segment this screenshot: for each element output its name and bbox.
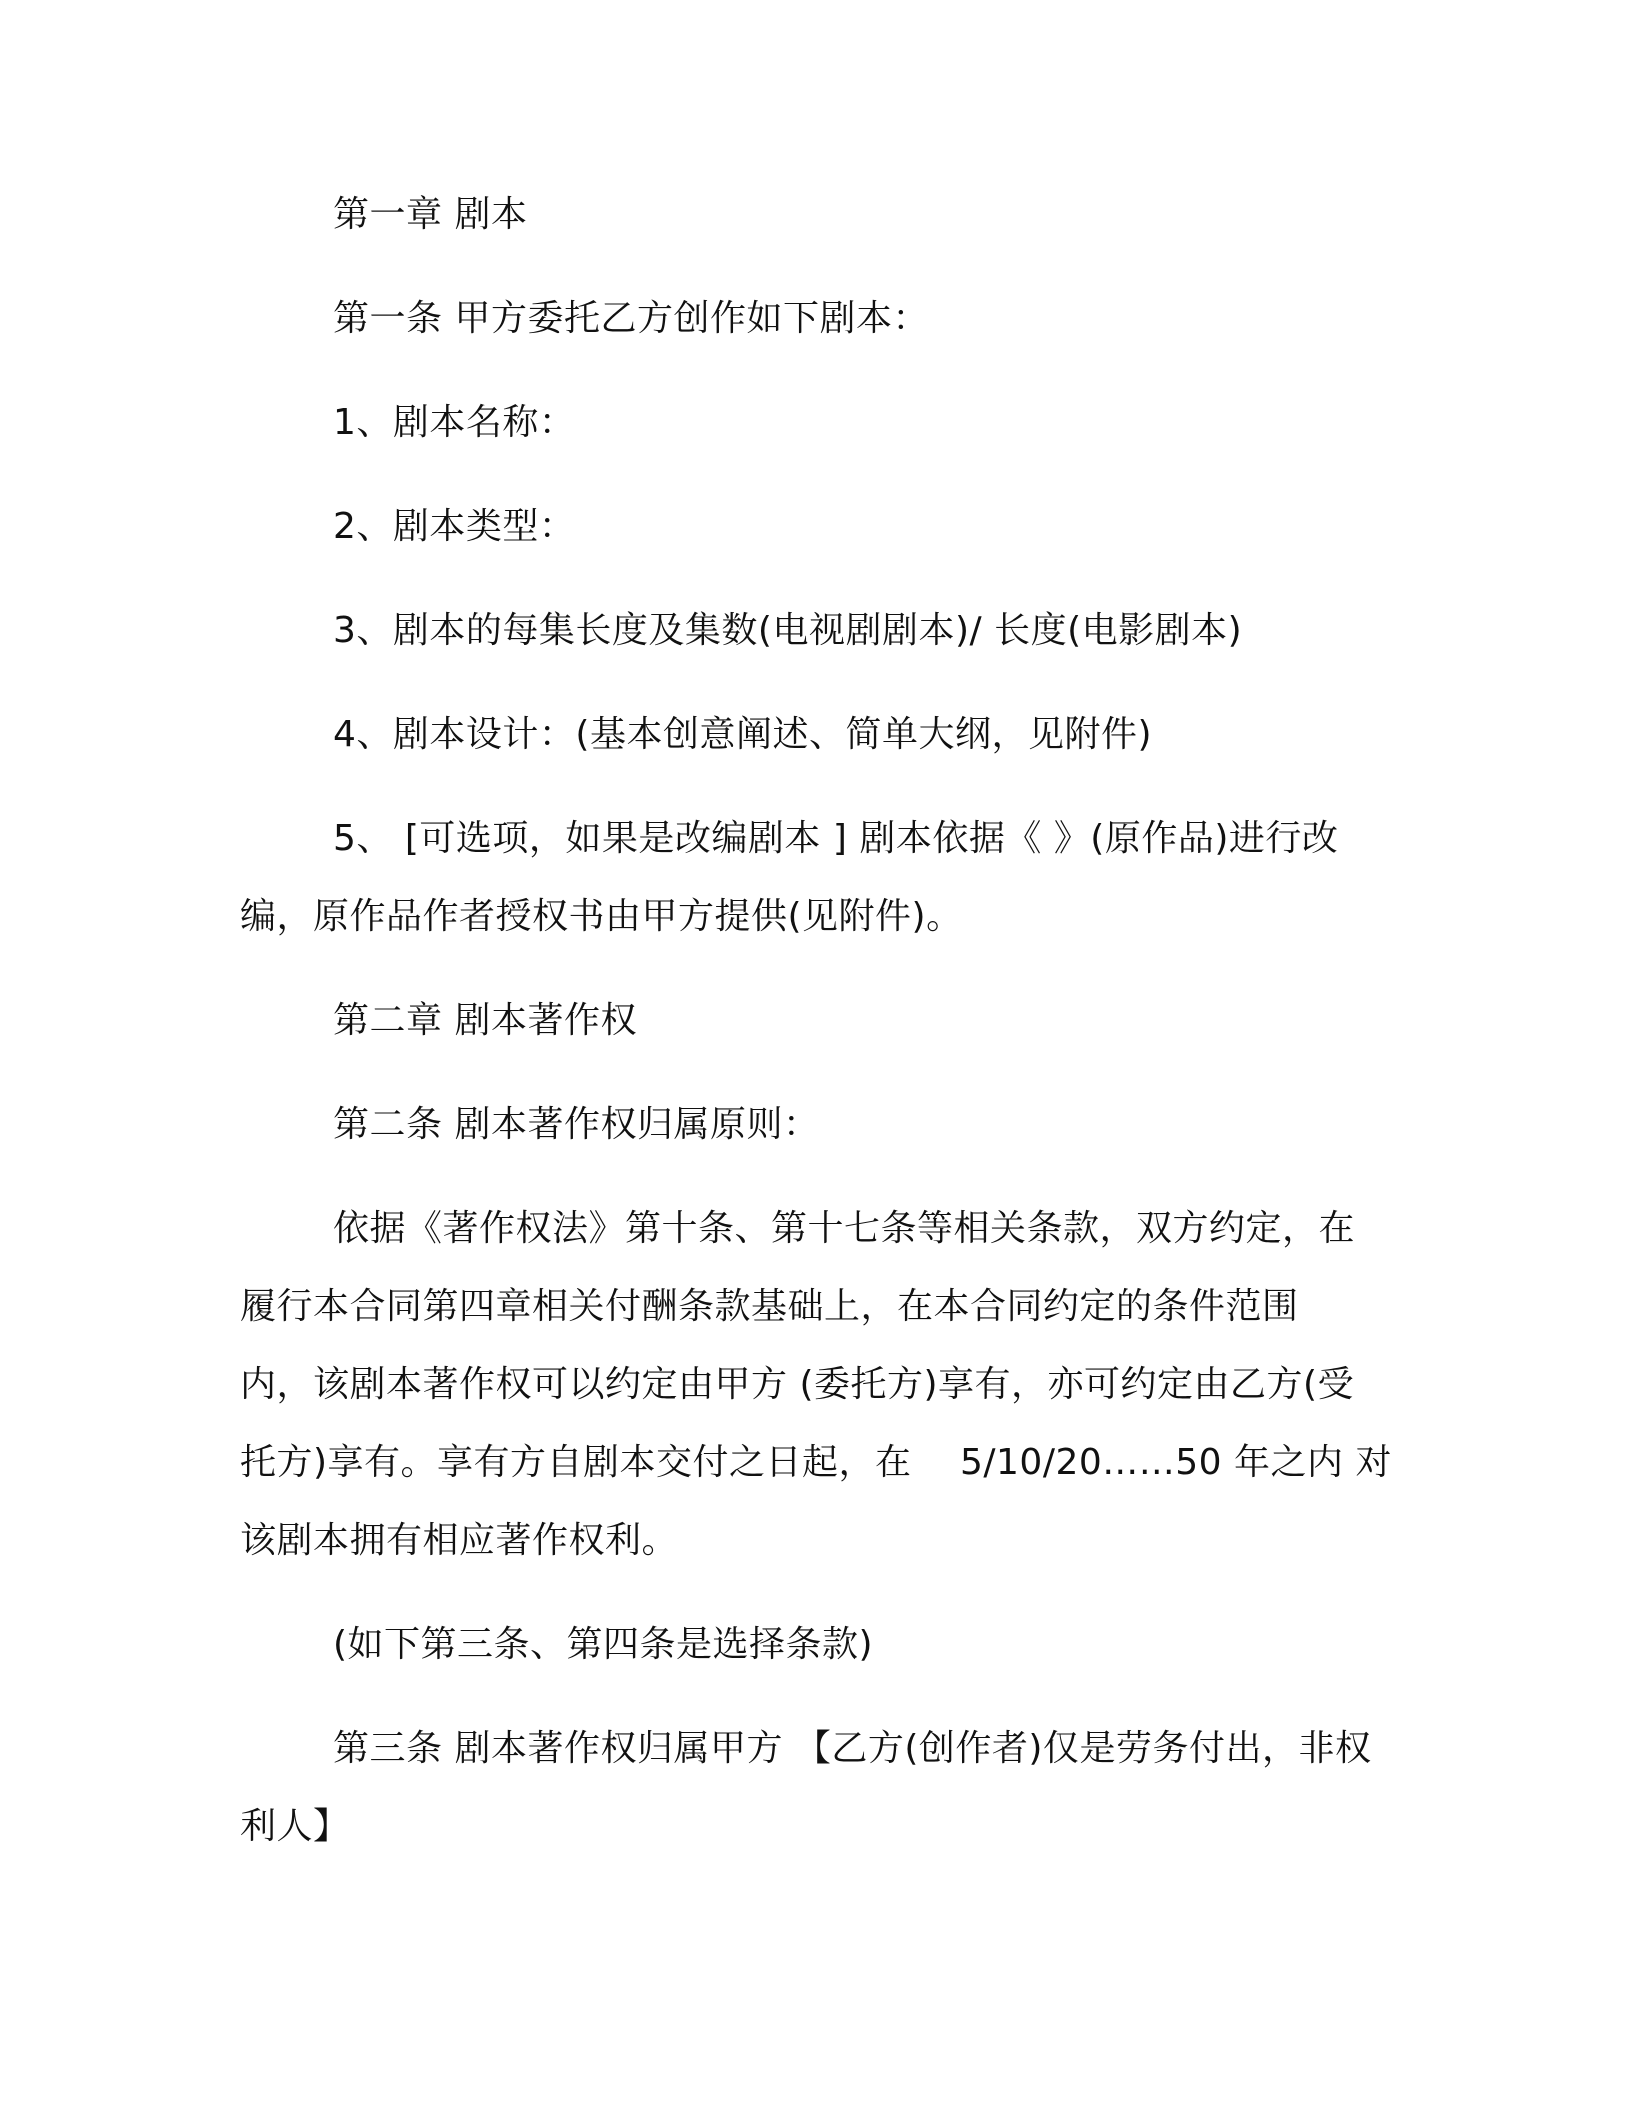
list-item-adaptation-line-2: 编，原作品作者授权书由甲方提供(见附件)。 (240, 896, 963, 937)
list-item-adaptation-line-1: 5、 [可选项，如果是改编剧本 ] 剧本依据《 》(原作品)进行改 (333, 818, 1339, 859)
list-item-script-type: 2、剧本类型： (333, 506, 576, 547)
article-2-body-line: 履行本合同第四章相关付酬条款基础上，在本合同约定的条件范围 (240, 1286, 1299, 1327)
optional-clauses-note: (如下第三条、第四条是选择条款) (333, 1624, 874, 1665)
list-item-script-length: 3、剧本的每集长度及集数(电视剧剧本)/ 长度(电影剧本) (333, 610, 1243, 651)
chapter-2-heading: 第二章 剧本著作权 (333, 1000, 637, 1041)
article-1-heading: 第一条 甲方委托乙方创作如下剧本： (333, 298, 929, 339)
chapter-1-heading: 第一章 剧本 (333, 194, 528, 235)
article-3-heading-line-1: 第三条 剧本著作权归属甲方 【乙方(创作者)仅是劳务付出，非权 (333, 1728, 1372, 1769)
article-3-heading-line-2: 利人】 (240, 1806, 350, 1847)
article-2-body-line: 内，该剧本著作权可以约定由甲方 (委托方)享有，亦可约定由乙方(受 (240, 1364, 1355, 1405)
article-2-heading: 第二条 剧本著作权归属原则： (333, 1104, 820, 1145)
article-2-body-line: 托方)享有。享有方自剧本交付之日起，在 5/10/20……50 年之内 对 (240, 1442, 1392, 1483)
article-2-body-line: 依据《著作权法》第十条、第十七条等相关条款，双方约定，在 (333, 1208, 1356, 1249)
article-2-body-line: 该剧本拥有相应著作权利。 (240, 1520, 679, 1561)
list-item-script-design: 4、剧本设计：(基本创意阐述、简单大纲，见附件) (333, 714, 1152, 755)
list-item-script-name: 1、剧本名称： (333, 402, 576, 443)
